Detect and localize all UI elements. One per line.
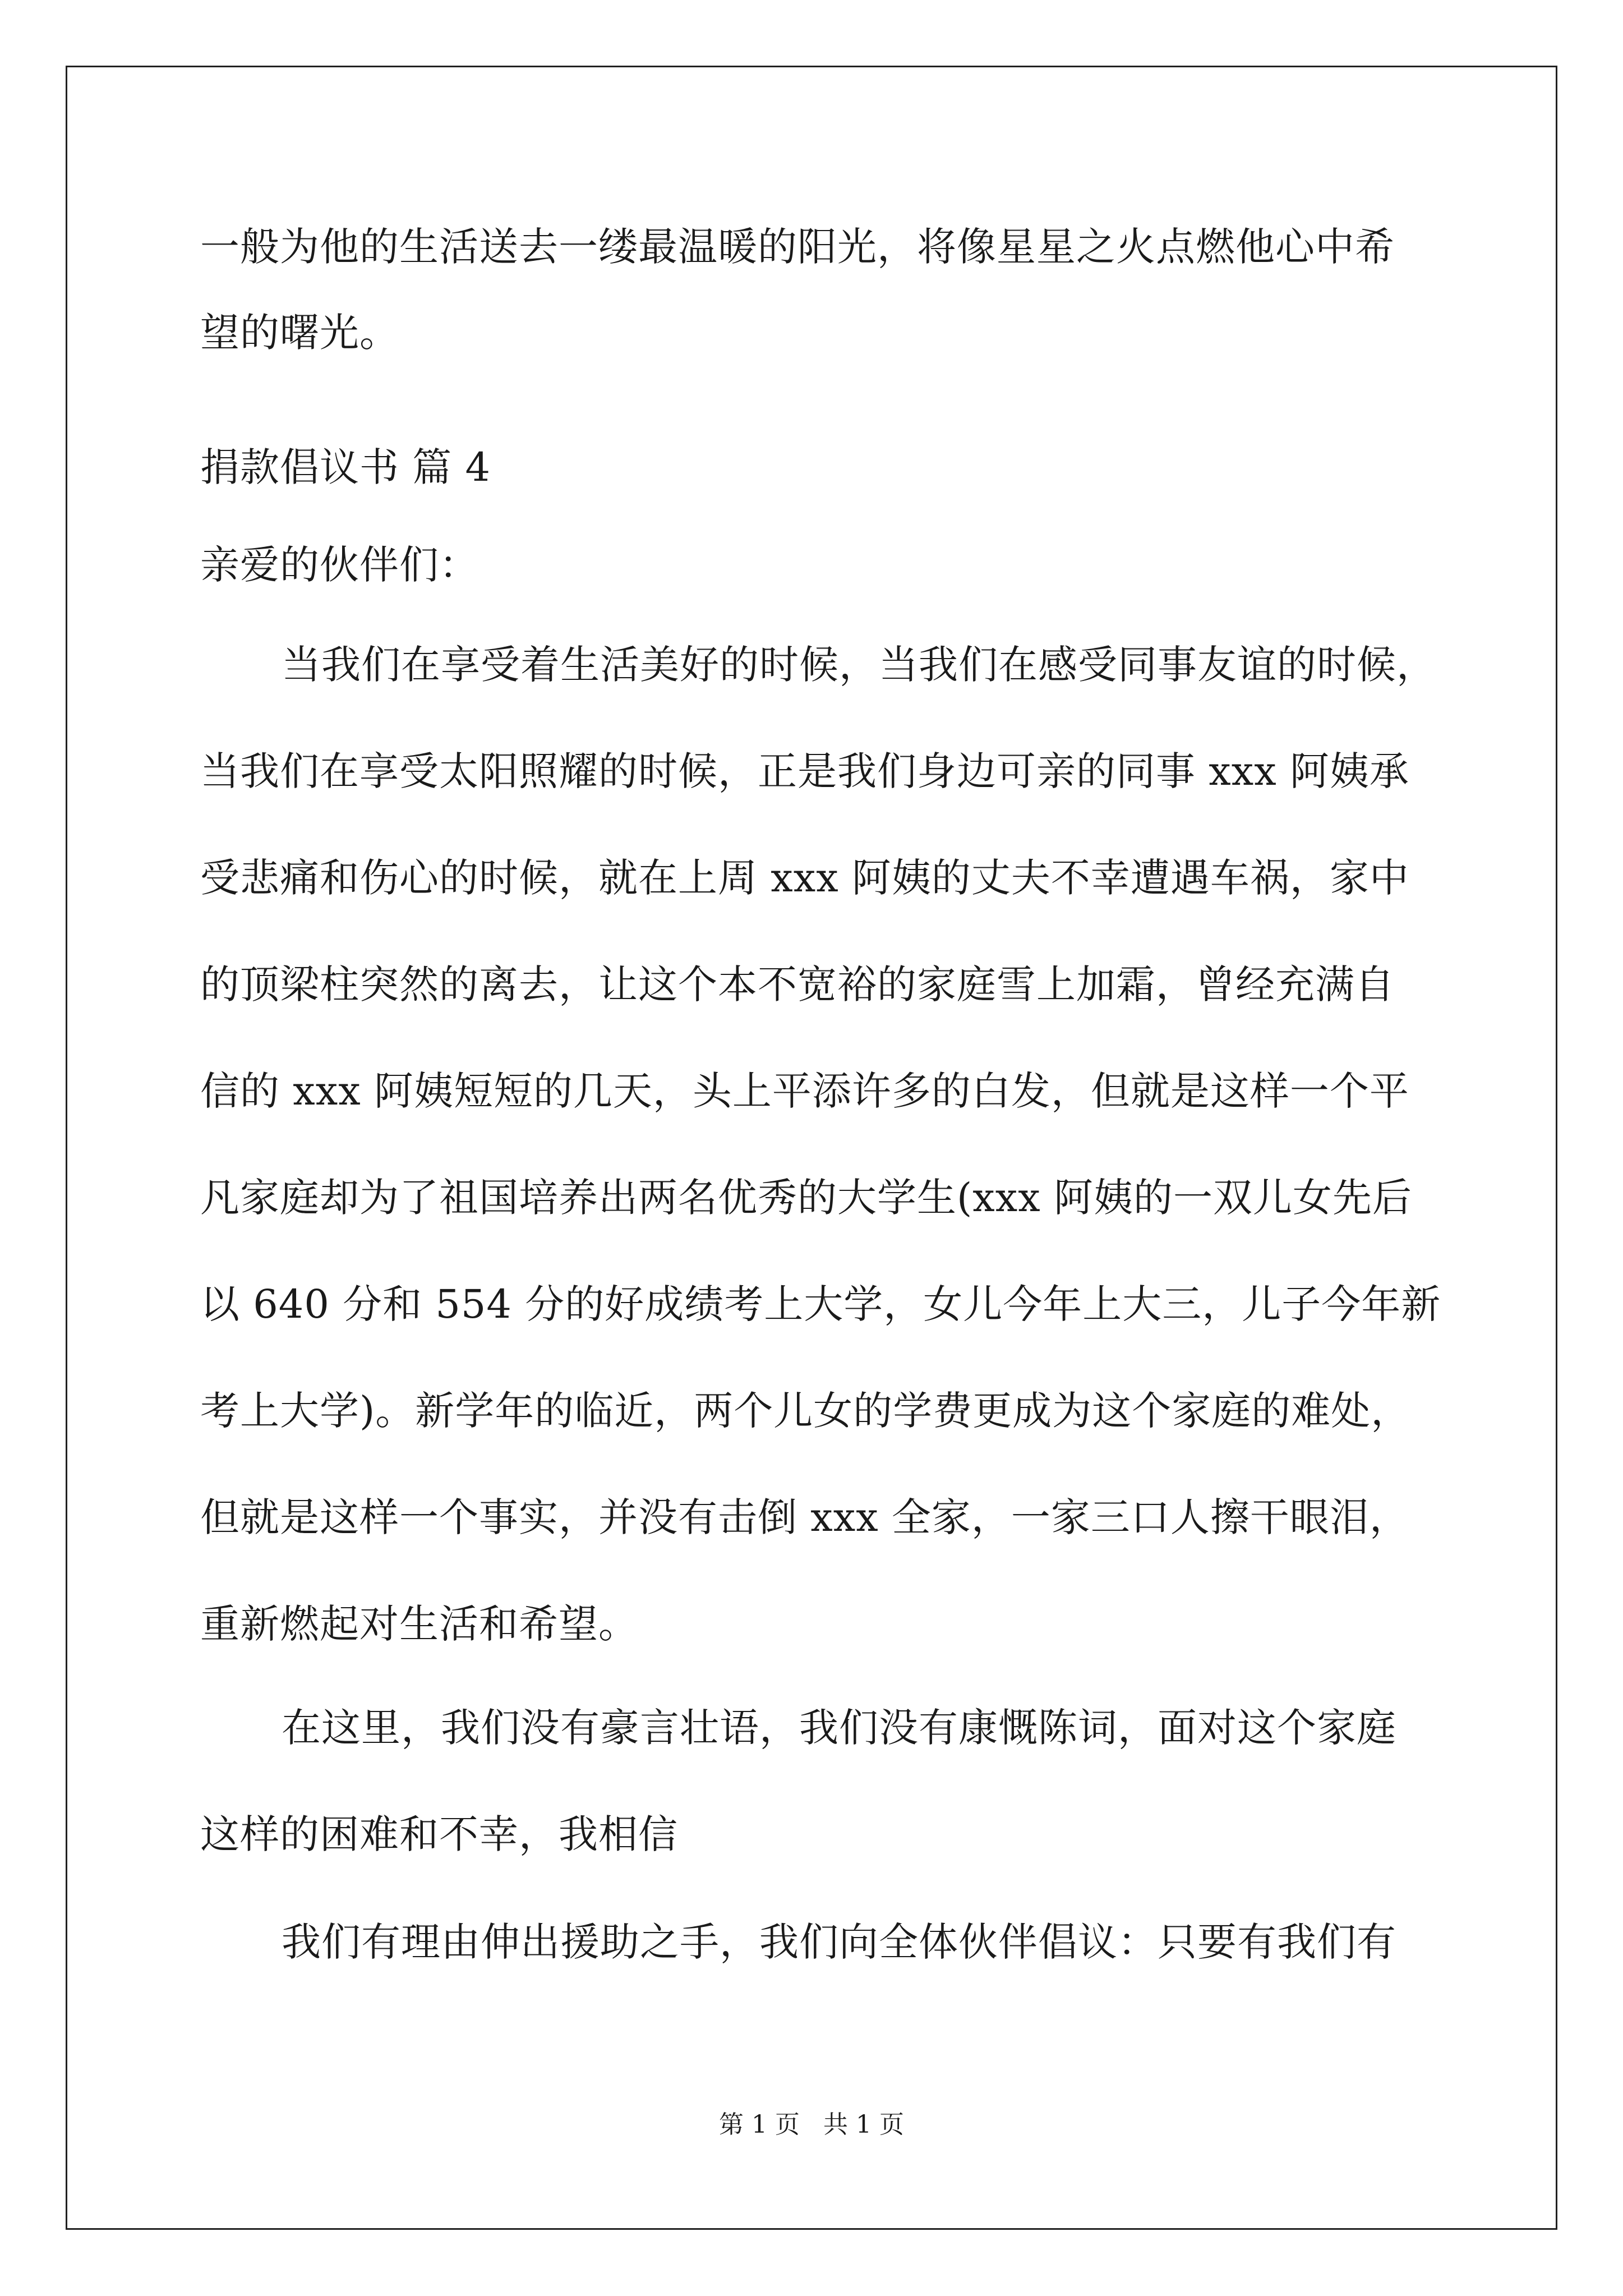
text-line: 我们有理由伸出援助之手，我们向全体伙伴倡议：只要有我们有 xyxy=(282,1919,1396,1965)
text-line: 这样的困难和不幸，我相信 xyxy=(200,1811,678,1857)
section-title: 捐款倡议书 篇 4 xyxy=(200,444,491,490)
text-line: 当我们在享受着生活美好的时候，当我们在感受同事友谊的时候， xyxy=(282,642,1436,688)
text-line: 但就是这样一个事实，并没有击倒 xxx 全家，一家三口人擦干眼泪， xyxy=(200,1494,1409,1540)
text-line: 凡家庭却为了祖国培养出两名优秀的大学生(xxx 阿姨的一双儿女先后 xyxy=(200,1175,1412,1221)
text-line: 受悲痛和伤心的时候，就在上周 xxx 阿姨的丈夫不幸遭遇车祸，家中 xyxy=(200,855,1409,901)
text-line: 当我们在享受太阳照耀的时候，正是我们身边可亲的同事 xxx 阿姨承 xyxy=(200,748,1409,794)
text-line: 信的 xxx 阿姨短短的几天，头上平添许多的白发，但就是这样一个平 xyxy=(200,1068,1409,1114)
salutation: 亲爱的伙伴们： xyxy=(200,542,479,588)
text-line: 的顶梁柱突然的离去，让这个本不宽裕的家庭雪上加霜，曾经充满自 xyxy=(200,961,1395,1007)
text-line: 以 640 分和 554 分的好成绩考上大学，女儿今年上大三，儿子今年新 xyxy=(200,1281,1441,1327)
page-border xyxy=(66,66,1557,2230)
page-total: 共 1 页 xyxy=(823,2110,904,2139)
text-line: 重新燃起对生活和希望。 xyxy=(200,1601,638,1647)
text-line: 考上大学)。新学年的临近，两个儿女的学费更成为这个家庭的难处， xyxy=(200,1388,1411,1434)
text-line: 望的曙光。 xyxy=(200,310,399,356)
text-line: 在这里，我们没有豪言壮语，我们没有康慨陈词，面对这个家庭 xyxy=(282,1705,1396,1751)
text-line: 一般为他的生活送去一缕最温暖的阳光，将像星星之火点燃他心中希 xyxy=(200,224,1395,270)
page-number: 第 1 页 xyxy=(719,2110,800,2139)
page-footer xyxy=(0,2109,1623,2141)
